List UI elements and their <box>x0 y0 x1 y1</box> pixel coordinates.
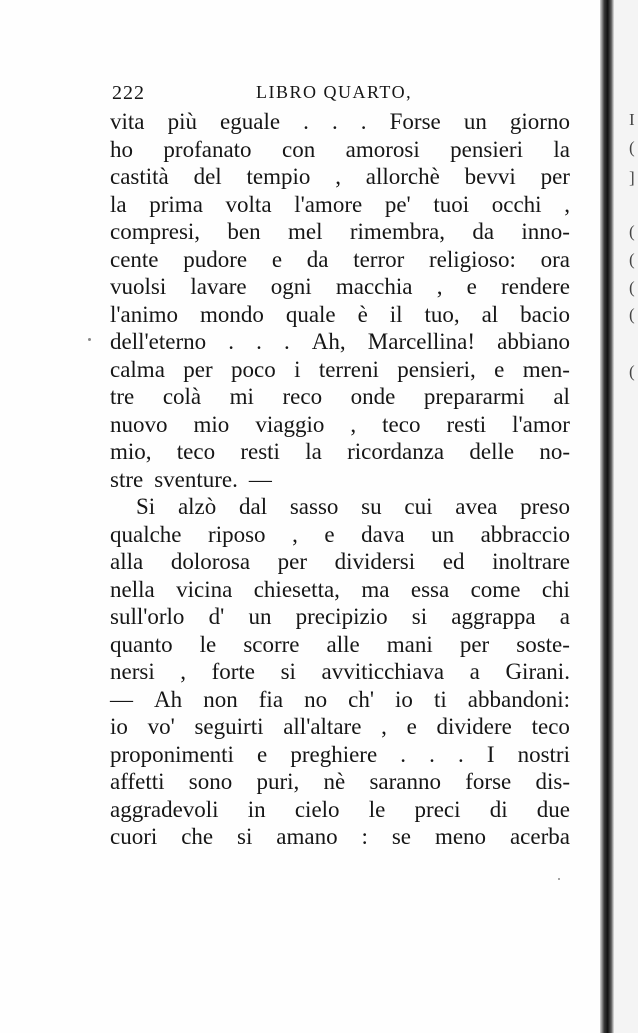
facing-page-mark: ( <box>629 362 635 381</box>
facing-page-mark: ( <box>629 138 635 157</box>
text-line: la prima volta l'amore pe' tuoi occhi , <box>110 191 570 217</box>
facing-page-mark: ( <box>629 278 635 297</box>
text-line: mio, teco resti la ricordanza delle no- <box>110 439 570 464</box>
text-line: castità del tempio , allorchè bevvi per <box>110 164 570 189</box>
text-line: io vo' seguirti all'altare , e dividere teco <box>110 714 570 739</box>
facing-page-mark: ( <box>629 305 635 324</box>
facing-page-mark: ] <box>629 168 635 187</box>
text-line: nersi , forte si avviticchiava a Girani. <box>110 659 570 684</box>
text-line: Si alzò dal sasso su cui avea preso <box>136 494 570 519</box>
facing-page-mark: ( <box>629 222 635 241</box>
text-line: cente pudore e da terror religioso: ora <box>110 246 570 272</box>
facing-page-mark: ( <box>629 250 635 269</box>
text-line: cuori che si amano : se meno acerba <box>110 824 570 849</box>
text-line: tre colà mi reco onde prepararmi al <box>110 384 570 409</box>
text-line: stre sventure. — <box>110 466 272 492</box>
text-line: vuolsi lavare ogni macchia , e rendere <box>110 274 570 299</box>
paper-speck <box>88 338 91 341</box>
book-spine-gutter <box>600 0 614 1033</box>
body-text <box>110 108 570 851</box>
text-line: sull'orlo d' un precipizio si aggrappa a <box>110 604 570 629</box>
text-line: alla dolorosa per dividersi ed inoltrare <box>110 549 570 574</box>
text-line: nuovo mio viaggio , teco resti l'amor <box>110 411 570 437</box>
text-line: qualche riposo , e dava un abbraccio <box>110 521 570 547</box>
page-number: 222 <box>112 82 145 104</box>
text-line: affetti sono puri, nè saranno forse dis- <box>110 769 570 794</box>
text-line: — Ah non fia no ch' io ti abbandoni: <box>110 686 570 712</box>
text-line: l'animo mondo quale è il tuo, al bacio <box>110 301 570 327</box>
text-line: dell'eterno . . . Ah, Marcellina! abbiano <box>110 329 570 354</box>
text-line: quanto le scorre alle mani per soste- <box>110 631 570 657</box>
text-line: nella vicina chiesetta, ma essa come chi <box>110 576 570 602</box>
text-line: aggradevoli in cielo le preci di due <box>110 796 570 822</box>
facing-page-mark: I <box>629 110 635 129</box>
text-line: compresi, ben mel rimembra, da inno- <box>110 219 570 244</box>
text-line: calma per poco i terreni pensieri, e men- <box>110 356 570 382</box>
text-line: vita più eguale . . . Forse un giorno <box>110 109 570 134</box>
text-line: ho profanato con amorosi pensieri la <box>110 136 570 162</box>
text-line: proponimenti e preghiere . . . I nostri <box>110 741 570 767</box>
paper-speck <box>558 878 560 880</box>
running-head: LIBRO QUARTO, <box>256 82 413 102</box>
